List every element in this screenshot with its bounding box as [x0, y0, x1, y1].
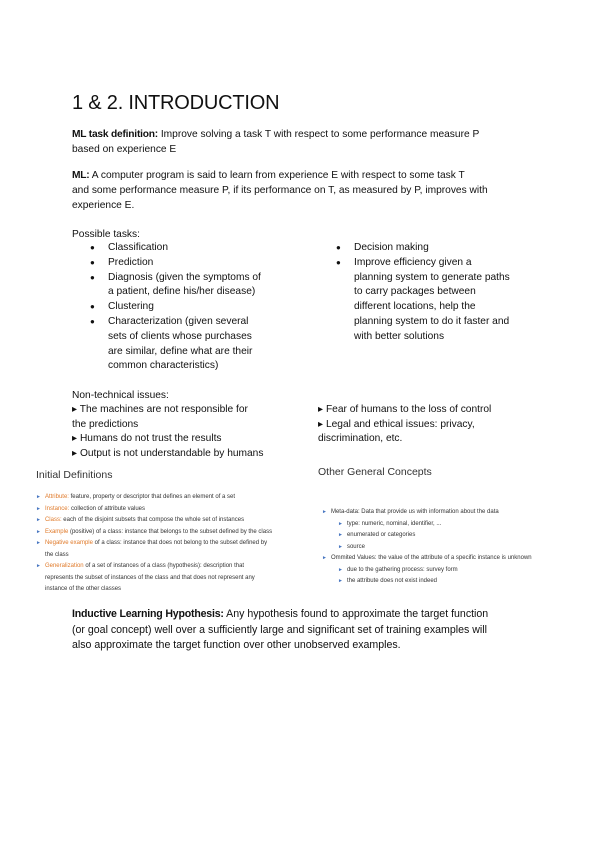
ilh-text-1: Any hypothesis found to approximate the target function: [223, 608, 489, 620]
definition-item: ► Example (positive) of a class: instance that belongs to the subset defined by the class: [36, 528, 273, 535]
arrow-icon: ►: [36, 528, 41, 535]
list-item: ● Clustering: [90, 300, 290, 315]
concept-item: ► Meta-data: Data that provide us with information about the data: [322, 509, 499, 515]
concept-sub-item: ► source: [338, 543, 365, 550]
definition-item-cont: instance of the other classes: [45, 586, 122, 592]
arrow-icon: ►: [338, 566, 343, 573]
definition-item: ► Generalization of a set of instances of a class (hypothesis): description that: [36, 563, 245, 569]
non-technical-right: [318, 403, 491, 447]
list-item: ● Classification: [90, 241, 290, 256]
ml-task-text-1: Improve solving a task T with respect to some performance measure P: [158, 129, 480, 140]
definition-item: ► Instance: collection of attribute values: [36, 505, 146, 512]
arrow-icon: ►: [338, 532, 343, 538]
list-item: ● Characterization (given several sets of clients whose purchases are similar, define what are their common characteristics): [90, 315, 290, 374]
list-item: ● Prediction: [90, 256, 290, 271]
concept-sub-item: ► enumerated or categories: [338, 532, 416, 538]
possible-tasks-right-list: [336, 241, 536, 345]
arrow-icon: ►: [36, 517, 41, 523]
concept-sub-item: ► due to the gathering process: survey form: [338, 566, 458, 573]
ml-task-definition: [72, 127, 479, 157]
arrow-icon: ►: [338, 520, 343, 527]
issue-line: ▸ The machines are not responsible for: [72, 404, 248, 415]
list-item: ● Diagnosis (given the symptoms of a patient, define his/her disease): [90, 271, 290, 301]
arrow-icon: ►: [36, 505, 41, 512]
issue-line: ▸ Humans do not trust the results: [72, 433, 222, 445]
ml-task-label: ML task definition:: [72, 129, 159, 140]
ml-text-1: A computer program is said to learn from experience E with respect to some task T: [89, 170, 465, 181]
ml-definition: [72, 168, 488, 213]
other-concepts-list: [322, 507, 532, 588]
ml-text-2: and some performance measure P, if its performance on T, as measured by P, improves with: [72, 185, 488, 196]
definition-item: ► Attribute: feature, property or descriptor that defines an element of a set: [36, 494, 236, 500]
definition-item-cont: represents the subset of instances of the class and that does not represent any: [45, 574, 255, 581]
other-concepts-heading: Other General Concepts: [318, 466, 432, 478]
issue-line: ▸ Legal and ethical issues: privacy,: [318, 418, 475, 430]
list-item: ● Decision making: [336, 241, 536, 256]
ml-text-3: experience E.: [72, 200, 135, 211]
definition-item: ► Negative example of a class: instance that does not belong to the subset defined by: [36, 540, 268, 546]
definition-item: ► Class: each of the disjoint subsets that compose the whole set of instances: [36, 517, 245, 523]
ilh-label: Inductive Learning Hypothesis:: [72, 608, 224, 620]
arrow-icon: ►: [36, 494, 41, 500]
definition-item-cont: the class: [45, 551, 69, 558]
issue-line: discrimination, etc.: [318, 433, 403, 445]
arrow-icon: ►: [338, 543, 343, 550]
concept-sub-item: ► type: numeric, nominal, identifier, ...: [338, 520, 442, 527]
non-technical-label: Non-technical issues:: [72, 390, 169, 401]
arrow-icon: ►: [338, 578, 343, 584]
possible-tasks-label: Possible tasks:: [72, 229, 140, 240]
non-technical-left: [72, 403, 263, 461]
ml-task-text-2: based on experience E: [72, 144, 177, 155]
ilh-text-2: (or goal concept) well over a sufficiently large and significant set of training examples will: [72, 623, 487, 636]
inductive-learning-hypothesis: [72, 607, 488, 654]
arrow-icon: ►: [36, 563, 41, 569]
arrow-icon: ►: [322, 509, 327, 515]
concept-item: ► Ommited Values: the value of the attribute of a specific instance is unknown: [322, 555, 532, 561]
ilh-text-3: also approximate the target function over other unobserved examples.: [72, 639, 401, 651]
concept-sub-item: ► the attribute does not exist indeed: [338, 578, 438, 584]
initial-definitions-list: [36, 492, 272, 596]
arrow-icon: ►: [36, 540, 41, 546]
possible-tasks-left-list: [90, 241, 290, 374]
issue-line: ▸ Fear of humans to the loss of control: [318, 404, 492, 415]
page-title: 1 & 2. INTRODUCTION: [72, 92, 280, 114]
list-item: ● Improve efficiency given a planning system to generate paths to carry packages between different locations, help the planning system to do it faster and with better solutions: [336, 256, 536, 345]
initial-definitions-heading: Initial Definitions: [36, 469, 113, 481]
issue-line: the predictions: [72, 418, 139, 430]
issue-line: ▸ Output is not understandable by humans: [72, 447, 264, 459]
arrow-icon: ►: [322, 555, 327, 561]
ml-label: ML:: [72, 170, 90, 181]
